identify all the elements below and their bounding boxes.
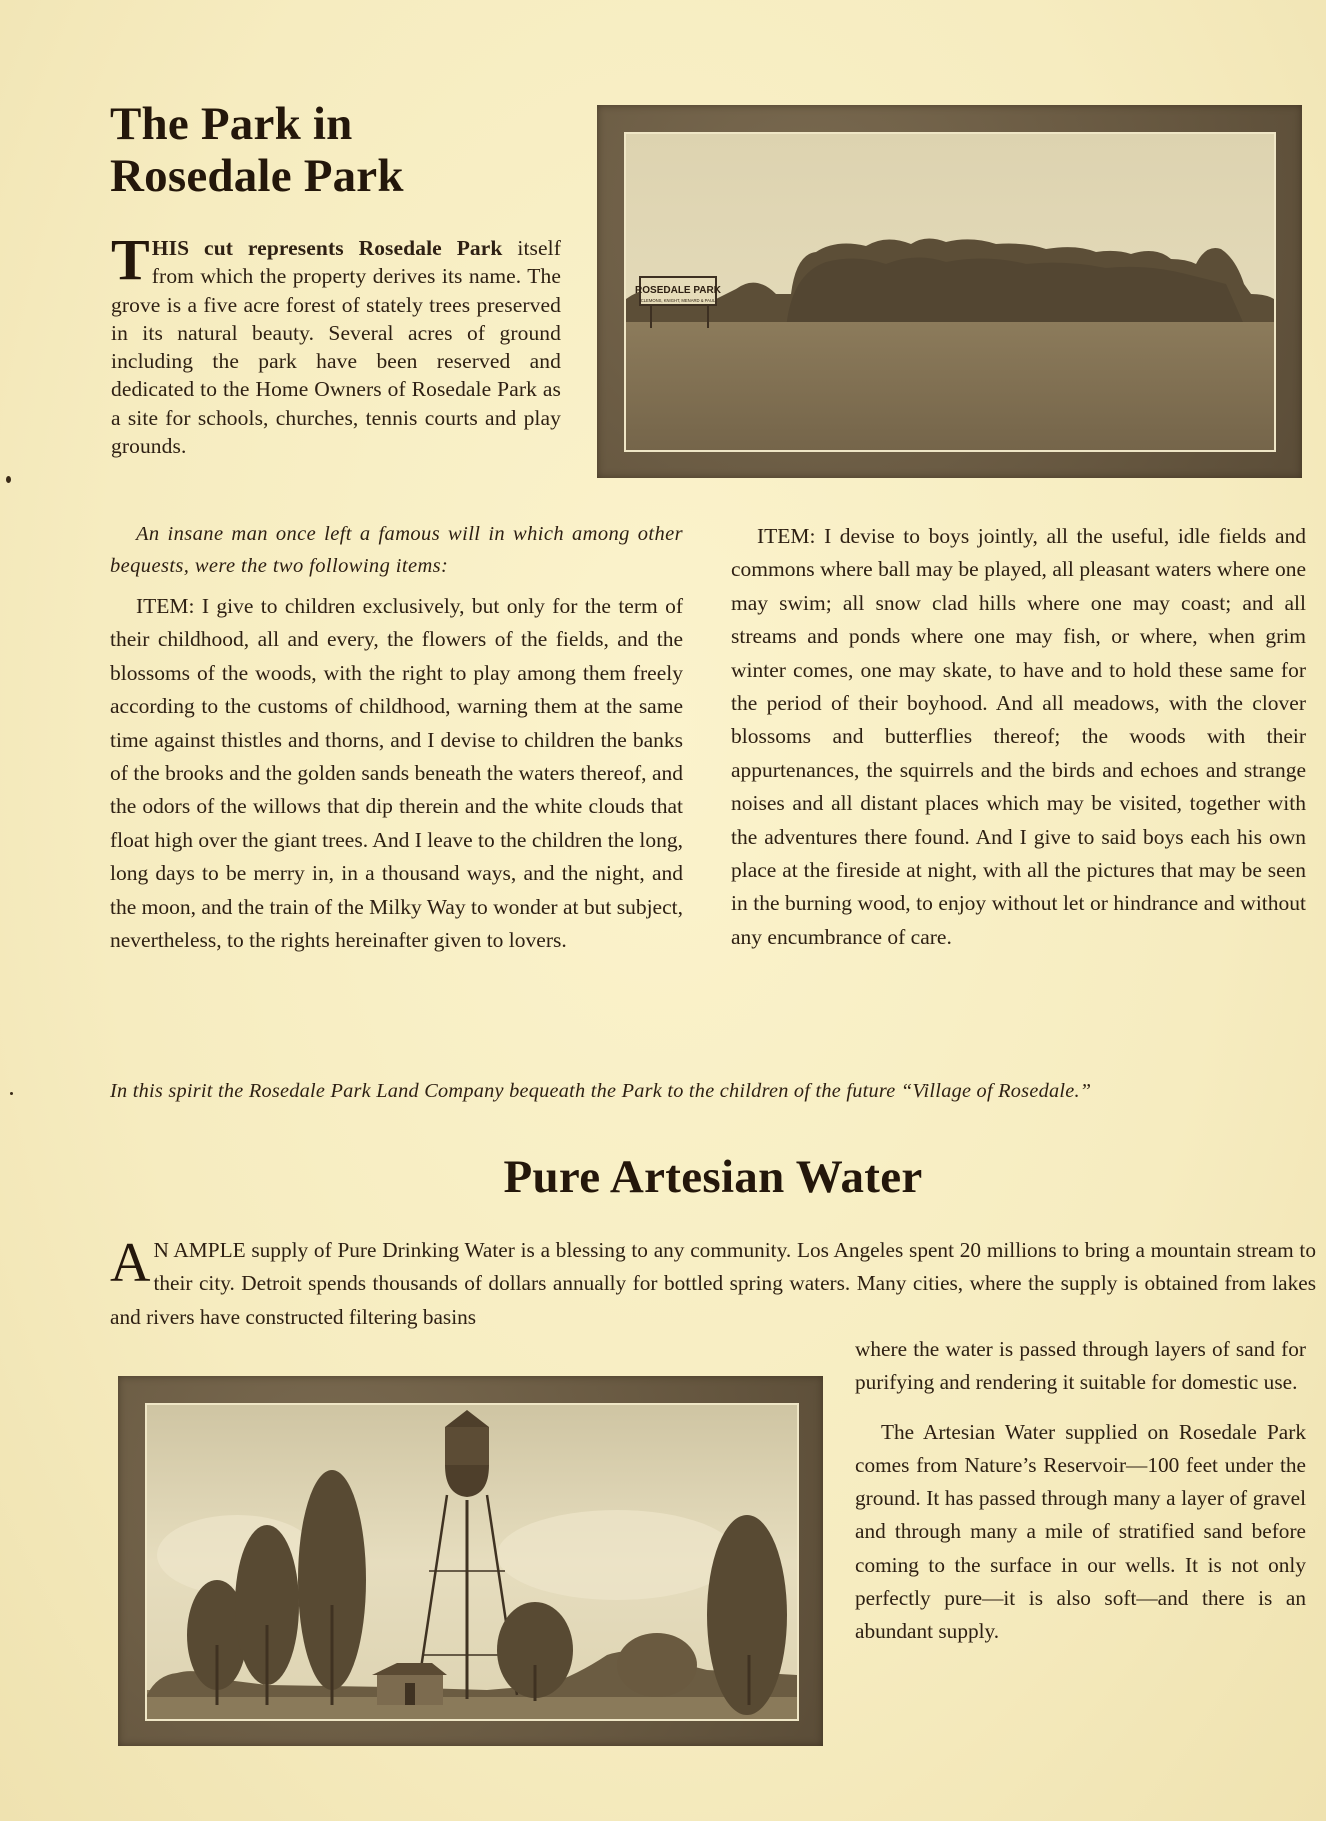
water-intro-paragraph [110, 1234, 1316, 1334]
water-tower-photo [145, 1403, 799, 1721]
park-photo [624, 132, 1276, 452]
intro-body: itself from which the property derives its name. The grove is a five acre forest of stately trees preserved in its natural beauty. Several acres of ground including the park have been reserved and dedicated to the Home Owners of Rosedale Park as a site for schools, churches, tennis courts and play grounds. [111, 236, 561, 459]
sign-subtitle: CLEMONS, KNIGHT, MENARD & PAUL [640, 298, 716, 303]
water-right-column [855, 1333, 1306, 1649]
title-line-1: The Park in [110, 98, 353, 150]
paper-speck [6, 476, 11, 483]
will-closing: In this spirit the Rosedale Park Land Company bequeath the Park to the children of the future “Village of Rosedale.” [110, 1080, 1092, 1102]
water-tower-image [147, 1405, 797, 1719]
water-paragraph-2: The Artesian Water supplied on Rosedale Park comes from Nature’s Reservoir—100 feet under the ground. It has passed through many a layer of gravel and through many a mile of stratified sand before coming to the surface in our wells. It is not only perfectly pure—it is also soft—and there is an abundant supply. [855, 1419, 1306, 1644]
intro-lead: HIS cut represents Rosedale Park [151, 236, 503, 260]
park-photo-frame [597, 105, 1302, 478]
water-intro-text: N AMPLE supply of Pure Drinking Water is a blessing to any community. Los Angeles spent 20 millions to bring a mountain stream to their city. Detroit spends thousands of dollars annually for bottled spring waters. Many cities, where the supply is obtained from lakes and rivers have constructed filtering basins [110, 1238, 1316, 1329]
sign-title: ROSEDALE PARK [635, 285, 721, 296]
will-right-column [731, 520, 1306, 954]
will-left-column [110, 518, 683, 957]
will-item-1: ITEM: I give to children exclusively, but only for the term of their childhood, all and every, the flowers of the fields, and the blossoms of the woods, with the right to play among them freely according to the customs of childhood, warning them at the same time against thistles and thorns, and I devise to children the banks of the brooks and the golden sands beneath the waters thereof, and the odors of the willows that dip therein and the white clouds that float high over the giant trees. And I leave to the children the long, long days to be merry in, in a thousand ways, and the night, and the moon, and the train of the Milky Way to wonder at but subject, nevertheless, to the rights hereinafter given to lovers. [110, 594, 683, 953]
will-intro: An insane man once left a famous will in which among other bequests, were the two following items: [110, 523, 683, 577]
park-photo-image [626, 134, 1274, 450]
section-title-park [110, 98, 570, 202]
will-item-2: ITEM: I devise to boys jointly, all the useful, idle fields and commons where ball may be played, all pleasant waters where one may swim; all snow clad hills where one may coast; and all streams and ponds where one may fish, or where, when grim winter comes, one may skate, to have and to hold these same for the period of their boyhood. And all meadows, with the clover blossoms and butterflies thereof; the woods with their appurtenances, the squirrels and the birds and echoes and strange noises and all distant places which may be visited, together with the adventures there found. And I give to said boys each his own place at the fireside at night, with all the pictures that may be seen in the burning wood, to enjoy without let or hindrance and without any encumbrance of care. [731, 524, 1306, 949]
water-intro-continued: where the water is passed through layers of sand for purifying and rendering it suitable for domestic use. [855, 1337, 1306, 1395]
drop-cap: T [111, 227, 150, 292]
water-photo-frame [118, 1376, 823, 1746]
paper-speck [10, 1092, 13, 1095]
title-line-2: Rosedale Park [110, 150, 404, 202]
park-intro-paragraph [111, 227, 561, 460]
drop-cap-a: A [110, 1232, 151, 1294]
section-title-water: Pure Artesian Water [503, 1151, 923, 1203]
